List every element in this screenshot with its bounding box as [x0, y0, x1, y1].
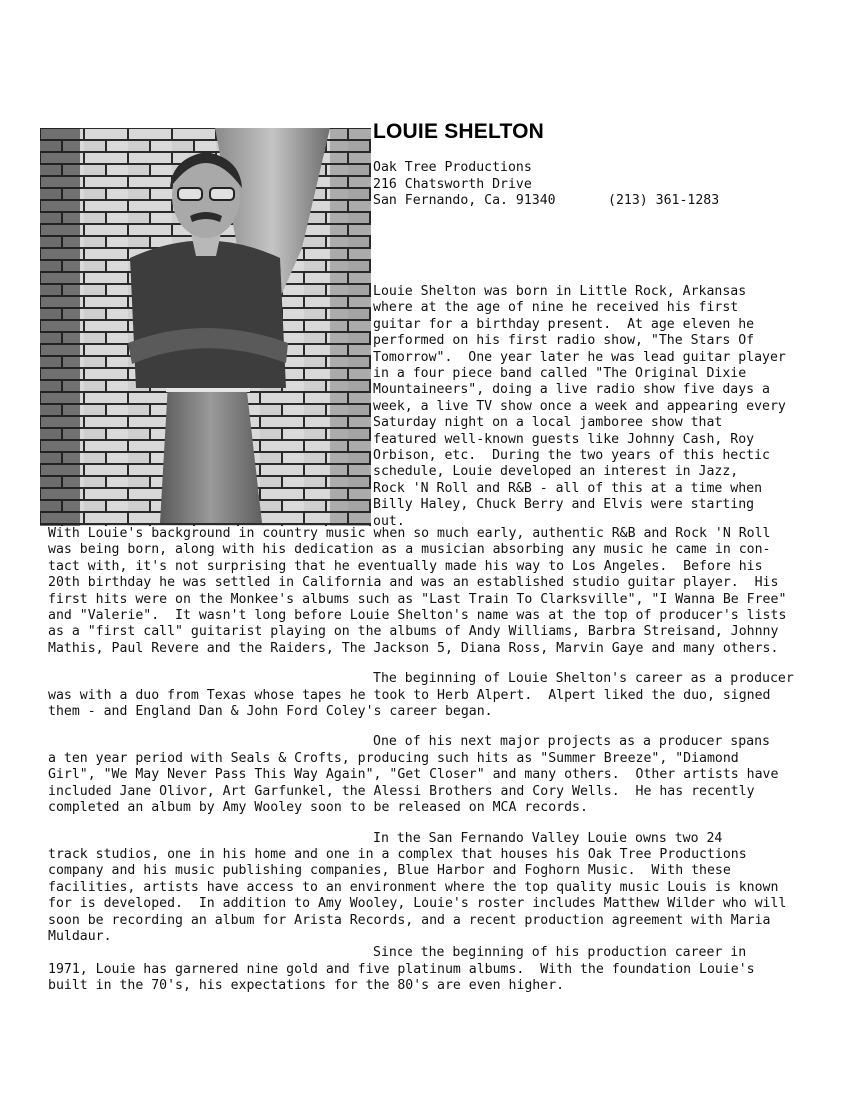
address-line: San Fernando, Ca. 91340 — [373, 193, 556, 208]
bio-line: out. — [373, 513, 405, 529]
text-line: 20th birthday he was settled in California and was an established studio guitar player. His — [48, 575, 779, 591]
address-line: 216 Chatsworth Drive — [373, 176, 532, 192]
text-line: them - and England Dan & John Ford Coley's career began. — [48, 704, 493, 720]
contact-phone: (213) 361-1283 — [608, 193, 720, 208]
address-line: Oak Tree Productions — [373, 160, 532, 175]
bio-line: Billy Haley, Chuck Berry and Elvis were starting — [373, 497, 755, 513]
text-line: for is developed. In addition to Amy Wooley, Louie's roster includes Matthew Wilder who will — [48, 896, 787, 912]
text-line: One of his next major projects as a producer spans — [373, 734, 770, 750]
text-line: In the San Fernando Valley Louie owns two 24 — [373, 830, 723, 846]
text-line: was being born, along with his dedication as a musician absorbing any music he came in con- — [48, 542, 771, 558]
bio-line: Rock 'N Roll and R&B - all of this at a time when — [373, 480, 763, 496]
paragraph-producer-start — [48, 671, 818, 720]
text-line: company and his music publishing companies, Blue Harbor and Foghorn Music. With these — [48, 863, 731, 879]
contact-address — [373, 160, 556, 210]
portrait-photo — [40, 128, 371, 526]
paragraph-achievements — [48, 945, 818, 994]
text-line: included Jane Olivor, Art Garfunkel, the Alessi Brothers and Cory Wells. He has recently — [48, 783, 755, 799]
bio-line: Saturday night on a local jamboree show that — [373, 415, 723, 431]
bio-line: week, a live TV show once a week and appearing every — [373, 398, 786, 414]
paragraph-studios — [48, 831, 818, 946]
text-line: Since the beginning of his production career in — [373, 945, 747, 961]
text-line: The beginning of Louie Shelton's career as a producer — [373, 671, 794, 687]
text-line: With Louie's background in country music when so much early, authentic R&B and Rock 'N Roll — [48, 526, 771, 541]
bio-line: Louie Shelton was born in Little Rock, Arkansas — [373, 284, 747, 299]
paragraph-major-projects — [48, 734, 818, 816]
artist-name-heading: LOUIE SHELTON — [373, 120, 544, 143]
text-line: first hits were on the Monkee's albums such as "Last Train To Clarksville", "I Wanna Be Free" — [48, 591, 787, 607]
bio-line: featured well-known guests like Johnny Cash, Roy — [373, 431, 755, 447]
bio-line: in a four piece band called "The Original Dixie — [373, 366, 747, 382]
text-line: soon be recording an album for Arista Records, and a recent production agreement with Maria — [48, 912, 771, 928]
bio-line: Mountaineers", doing a live radio show five days a — [373, 382, 770, 398]
text-line: built in the 70's, his expectations for the 80's are even higher. — [48, 978, 565, 994]
text-line: completed an album by Amy Wooley soon to be released on MCA records. — [48, 800, 588, 816]
text-line: a ten year period with Seals & Crofts, producing such hits as "Summer Breeze", "Diamond — [48, 750, 739, 766]
bio-line: schedule, Louie developed an interest in Jazz, — [373, 464, 739, 480]
bio-line: performed on his first radio show, "The Stars Of — [373, 333, 755, 349]
text-line: Muldaur. — [48, 928, 112, 944]
text-line: Mathis, Paul Revere and the Raiders, The Jackson 5, Diana Ross, Marvin Gaye and many others. — [48, 640, 779, 656]
text-line: as a "first call" guitarist playing on the albums of Andy Williams, Barbra Streisand, Johnny — [48, 624, 779, 640]
bio-line: Tomorrow". One year later he was lead guitar player — [373, 349, 786, 365]
text-line: and "Valerie". It wasn't long before Louie Shelton's name was at the top of producer's lists — [48, 608, 787, 624]
text-line: 1971, Louie has garnered nine gold and five platinum albums. With the foundation Louie's — [48, 961, 755, 977]
text-line: Girl", "We May Never Pass This Way Again", "Get Closer" and many others. Other artists have — [48, 767, 779, 783]
text-line: was with a duo from Texas whose tapes he took to Herb Alpert. Alpert liked the duo, signed — [48, 687, 771, 703]
bio-intro — [373, 284, 813, 530]
bio-body — [48, 526, 818, 995]
bio-line: guitar for a birthday present. At age eleven he — [373, 316, 755, 332]
paragraph-career-start — [48, 526, 818, 657]
text-line: track studios, one in his home and one in a complex that houses his Oak Tree Productions — [48, 846, 747, 862]
bio-line: Orbison, etc. During the two years of this hectic — [373, 448, 770, 464]
text-line: tact with, it's not surprising that he eventually made his way to Los Angeles. Before his — [48, 558, 763, 574]
text-line: facilities, artists have access to an environment where the top quality music Louis is known — [48, 879, 779, 895]
bio-line: where at the age of nine he received his first — [373, 300, 739, 316]
